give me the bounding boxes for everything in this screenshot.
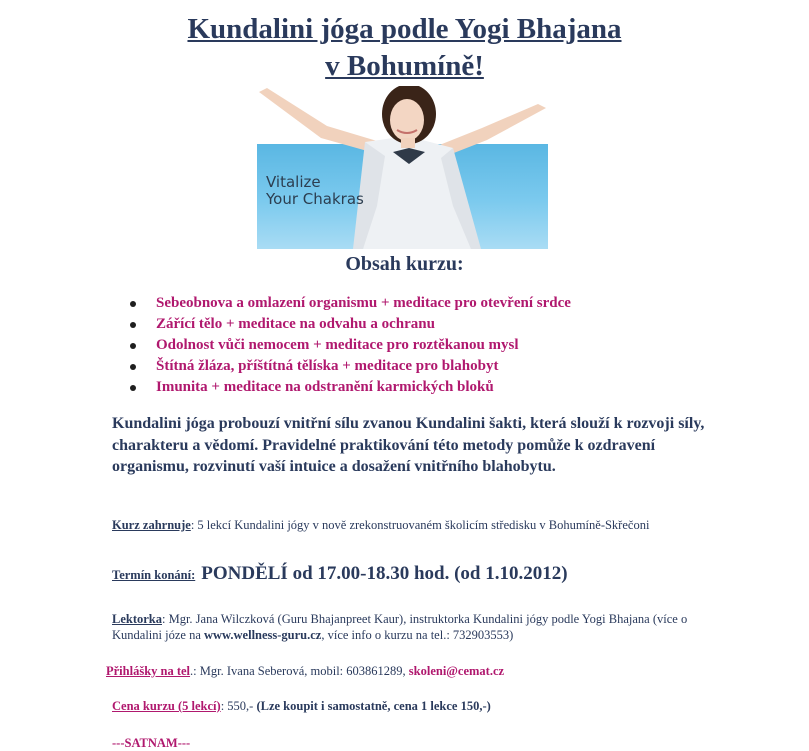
price-info: [112, 698, 491, 714]
hero-image: [257, 86, 548, 249]
price-note: (Lze koupit i samostatně, cena 1 lekce 150,-): [256, 699, 491, 713]
bullet-icon: [130, 343, 136, 349]
bullet-icon: [130, 364, 136, 370]
course-date: [112, 563, 568, 584]
description-paragraph: Kundalini jóga probouzí vnitřní sílu zvanou Kundalini šakti, která slouží k rozvoji síly, charakteru a vědomí. Pravidelné praktikování této metody pomůže k ozdravení organismu, rozvinutí vaší intuice a dosažení vnitřního blahobytu.: [112, 415, 705, 475]
closing-text: ---SATNAM---: [112, 736, 191, 750]
list-item-text: Imunita + meditace na odstranění karmických bloků: [156, 379, 494, 395]
hero-caption-line1: Vitalize: [266, 173, 321, 191]
list-item-text: Sebeobnova a omlazení organismu + meditace pro otevření srdce: [156, 295, 571, 311]
woman-figure-illustration: [257, 86, 548, 249]
list-item: [130, 314, 571, 335]
bullet-icon: [130, 322, 136, 328]
section-title: Obsah kurzu:: [345, 253, 464, 275]
registration-text: .: Mgr. Ivana Seberová, mobil: 603861289,: [190, 664, 409, 678]
list-item: [130, 293, 571, 314]
list-item-text: Štítná žláza, příštítná tělíska + meditace pro blahobyt: [156, 358, 499, 374]
page-title-line1: Kundalini jóga podle Yogi Bhajana: [187, 13, 622, 45]
lecturer-info: [112, 611, 732, 643]
bullet-icon: [130, 301, 136, 307]
lecturer-label: Lektorka: [112, 612, 162, 626]
bullet-icon: [130, 385, 136, 391]
course-date-label: Termín konání:: [112, 568, 196, 582]
list-item: [130, 377, 571, 398]
email-link[interactable]: skoleni@cemat.cz: [408, 664, 505, 678]
course-content-list: [130, 293, 571, 398]
list-item-text: Zářící tělo + meditace na odvahu a ochranu: [156, 316, 435, 332]
lecturer-text: : Mgr. Jana Wilczková (Guru Bhajanpreet Kaur), instruktorka Kundalini jógy podle Yogi Bhajana (více o Kundalini józe na: [112, 612, 688, 642]
price-value: : 550,-: [220, 699, 257, 713]
hero-caption: [266, 174, 364, 208]
lecturer-text-end: , více info o kurzu na tel.: 732903553): [321, 628, 514, 642]
registration-info: [106, 663, 504, 679]
website-link[interactable]: www.wellness-guru.cz: [204, 628, 322, 642]
page-title-line2: v Bohumíně!: [325, 50, 484, 82]
registration-label: Přihlášky na tel: [106, 664, 191, 678]
list-item: [130, 335, 571, 356]
list-item-text: Odolnost vůči nemocem + meditace pro roztěkanou mysl: [156, 337, 519, 353]
course-includes-label: Kurz zahrnuje: [112, 518, 191, 532]
course-includes: [112, 517, 712, 533]
course-date-value: PONDĚLÍ od 17.00-18.30 hod. (od 1.10.2012): [201, 563, 568, 584]
course-includes-text: : 5 lekcí Kundalini jógy v nově zrekonstruovaném školicím středisku v Bohumíně-Skřečoni: [190, 518, 650, 532]
list-item: [130, 356, 571, 377]
price-label: Cena kurzu (5 lekcí): [112, 699, 221, 713]
hero-caption-line2: Your Chakras: [266, 190, 364, 208]
